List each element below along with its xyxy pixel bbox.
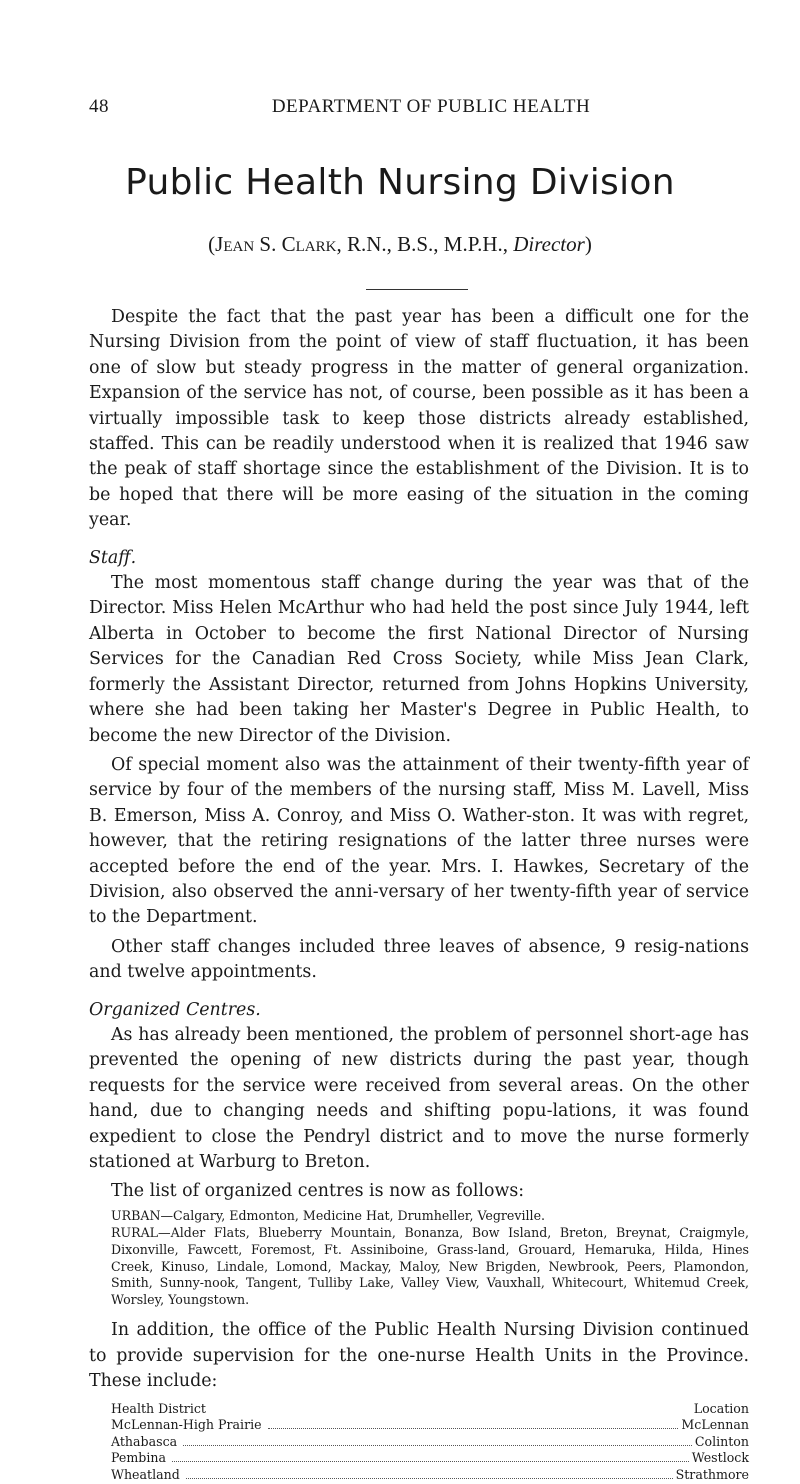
divider-rule: [366, 289, 468, 290]
byline-open: (: [208, 232, 216, 256]
centres-list: [111, 1208, 749, 1309]
staff-paragraph-3: Other staff changes included three leaves of absence, 9 resig-nations and twelve appointments.: [89, 936, 749, 983]
district-name: Athabasca: [111, 1433, 178, 1449]
page-number: 48: [89, 96, 109, 117]
header-health-district: Health District: [111, 1400, 206, 1416]
centres-paragraph-2: The list of organized centres is now as follows:: [111, 1181, 525, 1202]
header-location: Location: [693, 1400, 749, 1416]
intro-paragraph: Despite the fact that the past year has been a difficult one for the Nursing Division from the point of view of staff fluctuation, it has been one of slow but steady progress in the matter of general organization. Expansion of the service has not, of course, been possible as it has been a virtually impossible task to keep those districts already established, staffed. This can be readily understood when it is realized that 1946 saw the peak of staff shortage since the establishment of the Division. It is to be hoped that there will be more easing of the situation in the coming year.: [89, 307, 749, 531]
district-name: Pembina: [111, 1450, 167, 1466]
staff-paragraph-1: The most momentous staff change during the year was that of the Director. Miss Helen McArthur who had held the post since July 1944, left Alberta in October to become the first National Director of Nursing Services for the Canadian Red Cross Society, while Miss Jean Clark, formerly the Assistant Director, returned from Johns Hopkins University, where she had been taking her Master's Degree in Public Health, to become the new Director of the Division.: [89, 573, 749, 746]
table-row: [111, 1417, 749, 1434]
centres-paragraph-1: As has already been mentioned, the problem of personnel short-age has prevented the opening of new districts during the past year, though requests for the service were received from several areas. On the other hand, due to changing needs and shifting popu-lations, it was found expedient to close the Pendryl district and to move the nurse formerly stationed at Warburg to Breton.: [89, 1024, 749, 1172]
table-row: [111, 1450, 749, 1467]
rural-centres: RURAL—Alder Flats, Blueberry Mountain, Bonanza, Bow Island, Breton, Breynat, Craigmyle, Dixonville, Fawcett, Foremost, Ft. Assiniboine, Grass-land, Grouard, Hemaruka, Hilda, Hines Creek, Kinuso, Lindale, Lomond, Mackay, Maloy, New Brigden, Newbrook, Peers, Plamondon, Smith, Sunny-nook, Tangent, Tulliby Lake, Valley View, Vauxhall, Whitecourt, Whitemud Creek, Worsley, Youngstown.: [111, 1225, 749, 1307]
district-location: Colinton: [694, 1433, 749, 1449]
district-location: McLennan: [681, 1417, 749, 1433]
byline-close: ): [584, 232, 592, 256]
table-row: [111, 1467, 749, 1484]
byline-credentials: , R.N., B.S., M.P.H.,: [336, 232, 514, 256]
dot-leader: [172, 1461, 689, 1462]
byline-role: Director: [513, 232, 585, 256]
staff-paragraph-2: Of special moment also was the attainment of their twenty-fifth year of service by four of the members of the nursing staff, Miss M. Lavell, Miss B. Emerson, Miss A. Conroy, and Miss O. Wather-ston. It was with regret, however, that the retiring resignations of the latter three nurses were accepted before the end of the year. Mrs. I. Hawkes, Secretary of the Division, also observed the anni-versary of her twenty-fifth year of service to the Department.: [89, 754, 749, 928]
urban-centres: URBAN—Calgary, Edmonton, Medicine Hat, Drumheller, Vegreville.: [111, 1207, 546, 1223]
district-name: McLennan-High Prairie: [111, 1417, 262, 1433]
staff-heading: Staff.: [89, 547, 137, 568]
district-location: Strathmore: [675, 1466, 749, 1482]
district-name: Wheatland: [111, 1466, 180, 1482]
running-head-title: DEPARTMENT OF PUBLIC HEALTH: [271, 96, 591, 117]
district-location: Westlock: [691, 1450, 749, 1466]
health-units-table: [111, 1401, 749, 1484]
dot-leader: [186, 1478, 673, 1479]
byline: [0, 232, 800, 257]
page-title: Public Health Nursing Division: [125, 162, 675, 203]
dot-leader: [268, 1428, 679, 1429]
units-paragraph: In addition, the office of the Public Health Nursing Division continued to provide supervision for the one-nurse Health Units in the Province. These include:: [89, 1320, 749, 1392]
body-text: [89, 305, 749, 1484]
running-head: [89, 96, 749, 122]
byline-name: Jean S. Clark: [215, 232, 337, 256]
dot-leader: [183, 1445, 692, 1446]
table-row: [111, 1434, 749, 1451]
health-units-header: [111, 1401, 749, 1418]
centres-heading: Organized Centres.: [89, 999, 261, 1020]
